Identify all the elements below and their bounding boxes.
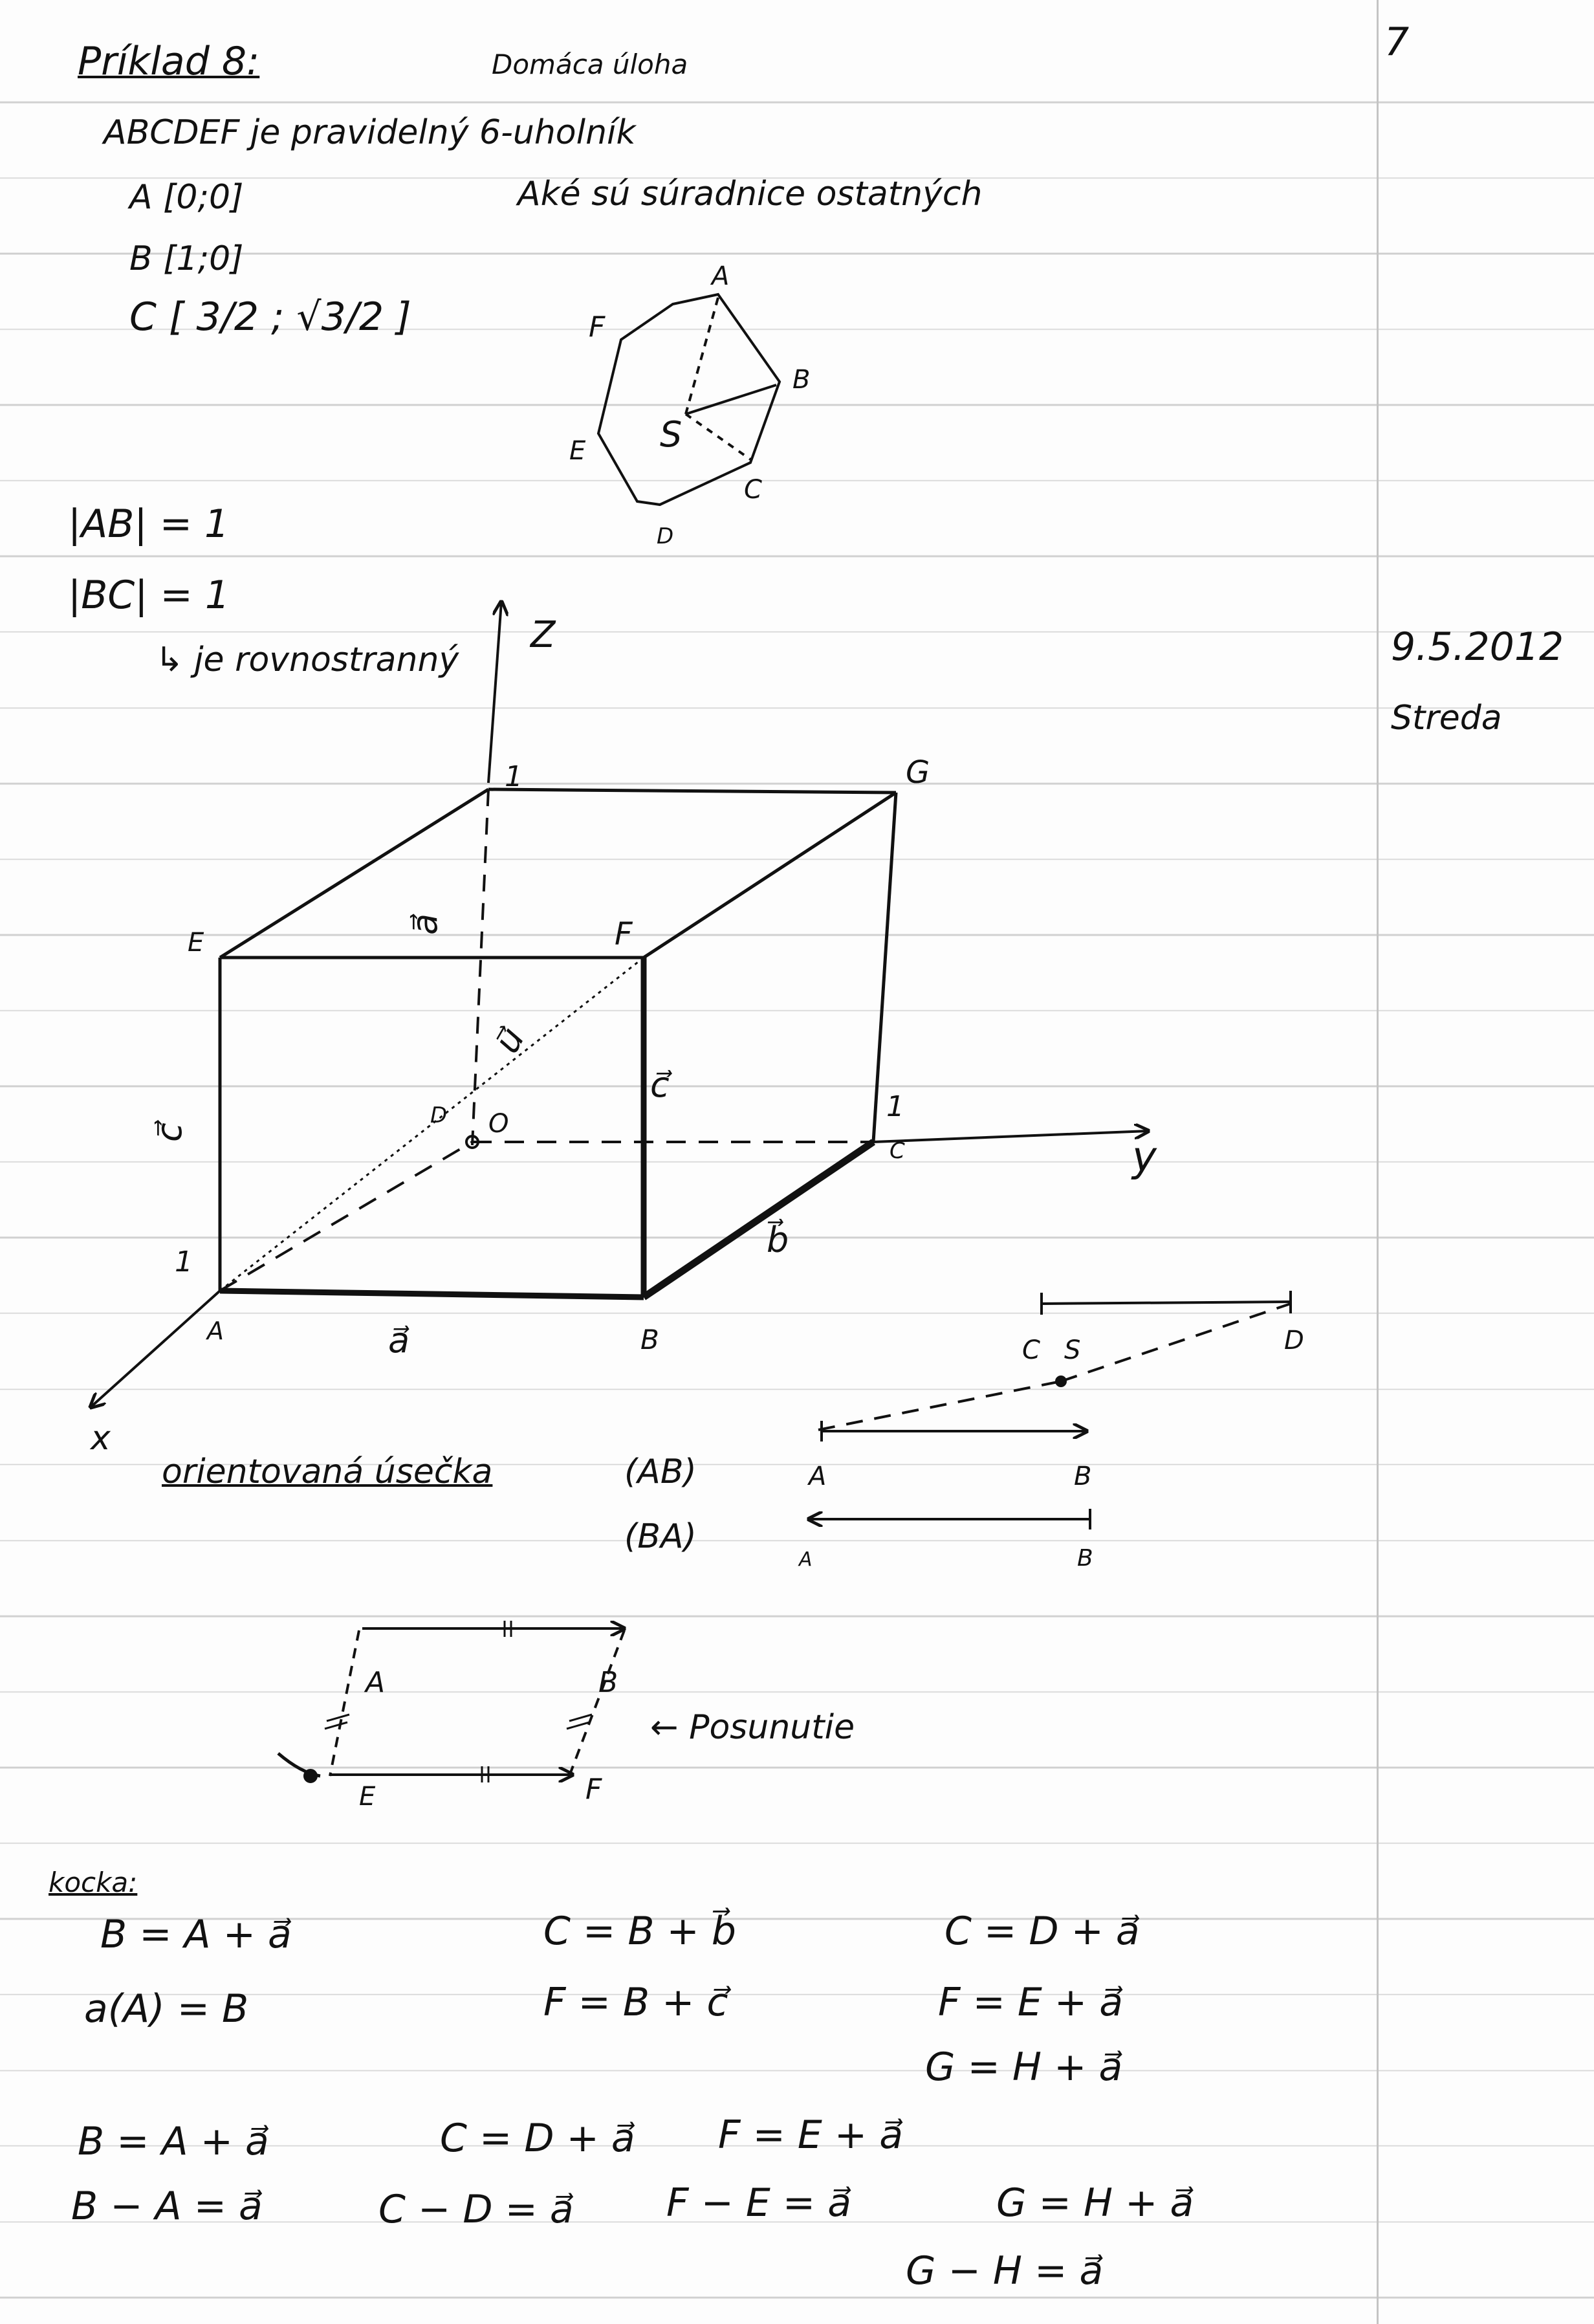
- axis-z-label: Z: [530, 614, 556, 656]
- date: 9.5.2012: [1391, 624, 1564, 670]
- hex-label-d: D: [657, 523, 674, 549]
- point-c-coords: C [ 3/2 ; √3/2 ]: [129, 294, 411, 340]
- segment-d-label: D: [1284, 1326, 1304, 1355]
- page-number: 7: [1384, 19, 1410, 65]
- axis-y-label: y: [1132, 1134, 1157, 1181]
- weekday: Streda: [1391, 699, 1502, 738]
- kocka-r2-c3: F = E + a⃗: [938, 1980, 1124, 2025]
- vector-b: b⃗: [767, 1220, 789, 1260]
- hexagon-figure: [598, 294, 780, 505]
- segment-ba-notation: (BA): [624, 1517, 697, 1556]
- kocka-r1-c2: C = B + b⃗: [543, 1909, 736, 1954]
- hex-label-a: A: [712, 261, 730, 291]
- segment-ab-start: A: [809, 1462, 827, 1491]
- hex-label-e: E: [569, 436, 586, 466]
- segment-ab-notation: (AB): [624, 1453, 697, 1491]
- kocka-r1-c1: B = A + a⃗: [100, 1912, 292, 1957]
- segment-ba-end: B: [1077, 1545, 1093, 1572]
- eq-c-d: C = D + a⃗: [440, 2116, 635, 2161]
- eq-g-minus-h: G − H = a⃗: [906, 2248, 1104, 2294]
- tick-y-label: 1: [886, 1090, 904, 1123]
- bc-length: |BC| = 1: [68, 573, 230, 618]
- vector-u: u⃗: [486, 1020, 533, 1060]
- kocka-r1-c3: C = D + a⃗: [944, 1909, 1140, 1954]
- eq-b-a: B = A + a⃗: [78, 2119, 269, 2164]
- vector-c-left: c⃗: [149, 1123, 190, 1142]
- eq-b-minus-a: B − A = a⃗: [71, 2184, 263, 2229]
- hex-label-c: C: [744, 475, 762, 505]
- cube-figure: [91, 602, 1148, 1407]
- hex-label-b: B: [792, 365, 811, 395]
- eq-g-h: G = H + a⃗: [996, 2180, 1194, 2226]
- translation-f-label: F: [585, 1773, 602, 1806]
- vertex-b-label: B: [640, 1324, 659, 1355]
- translation-figure: [278, 1621, 624, 1782]
- vector-a-top: a⃗: [404, 913, 445, 935]
- translation-b-label: B: [598, 1666, 618, 1699]
- point-b-coords: B [1;0]: [129, 239, 244, 278]
- hex-label-f: F: [589, 311, 606, 344]
- segment-ba-start: A: [799, 1548, 813, 1571]
- translation-note: ← Posunutie: [650, 1708, 855, 1747]
- vertex-e-label: E: [188, 928, 204, 958]
- homework-label: Domáca úloha: [492, 49, 688, 80]
- kocka-r2-c2: F = B + c⃗: [543, 1980, 728, 2025]
- cube-heading: kocka:: [49, 1867, 138, 1898]
- translation-e-label: E: [359, 1782, 376, 1812]
- segment-ab-end: B: [1074, 1462, 1092, 1491]
- equilateral-note: ↳ je rovnostranný: [155, 641, 459, 679]
- tick-x-label: 1: [175, 1245, 193, 1278]
- segment-s-label: S: [1064, 1335, 1081, 1365]
- vertex-d-label: D: [430, 1102, 448, 1128]
- axis-x-label: x: [91, 1419, 111, 1458]
- tick-z-label: 1: [505, 760, 523, 793]
- hex-label-s: S: [660, 414, 682, 455]
- vector-a-bottom: a⃗: [388, 1320, 410, 1361]
- eq-f-e: F = E + a⃗: [718, 2112, 904, 2158]
- vertex-a-label: A: [207, 1317, 224, 1345]
- problem-title: Príklad 8:: [78, 39, 260, 84]
- segment-figure: [809, 1291, 1291, 1529]
- coordinates-question: Aké sú súradnice ostatných: [518, 175, 983, 214]
- kocka-r2-c1: a(A) = B: [84, 1986, 249, 2032]
- ab-length: |AB| = 1: [68, 501, 230, 547]
- hexagon-statement: ABCDEF je pravidelný 6-uholník: [104, 113, 636, 152]
- vertex-g-label: G: [906, 754, 930, 791]
- vertex-f-label: F: [615, 916, 633, 952]
- point-a-coords: A [0;0]: [129, 178, 244, 217]
- origin-label: O: [488, 1109, 509, 1139]
- vertex-c-label: C: [890, 1138, 905, 1164]
- kocka-r3-c3: G = H + a⃗: [925, 2044, 1123, 2090]
- vector-c-right: c⃗: [650, 1064, 670, 1105]
- oriented-segment-heading: orientovaná úsečka: [162, 1453, 493, 1491]
- eq-f-minus-e: F − E = a⃗: [666, 2180, 852, 2226]
- segment-c-label: C: [1022, 1335, 1040, 1365]
- translation-a-label: A: [366, 1666, 386, 1699]
- eq-c-minus-d: C − D = a⃗: [378, 2187, 574, 2232]
